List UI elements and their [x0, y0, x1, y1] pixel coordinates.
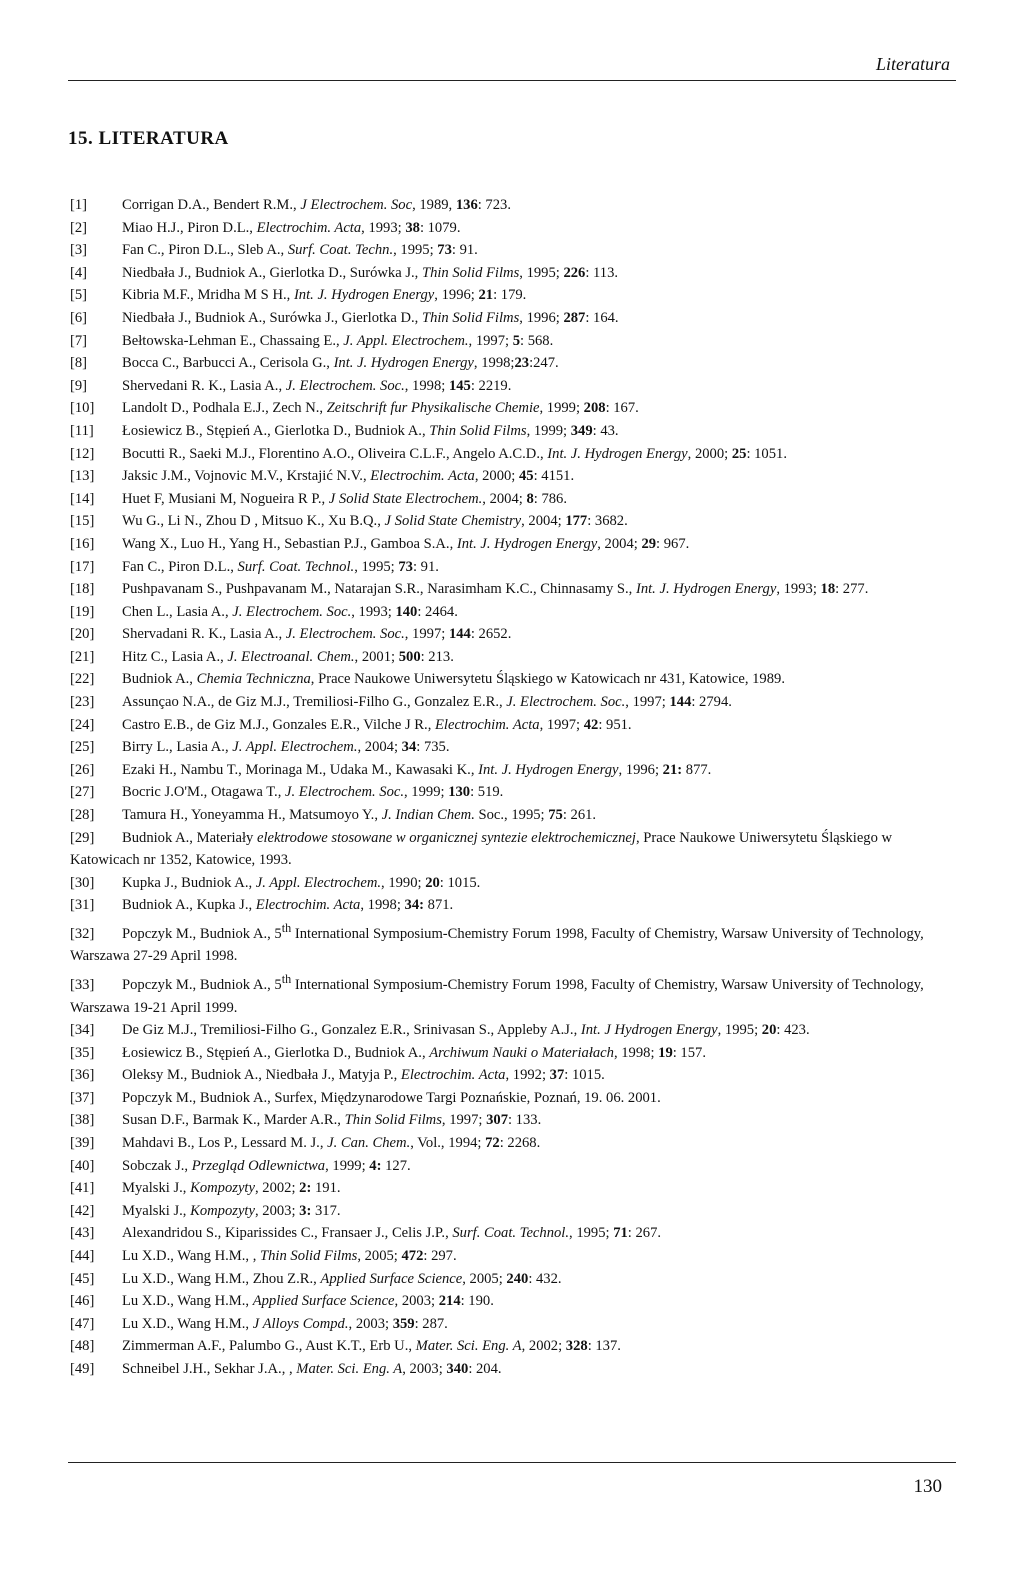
reference-number: [41]: [70, 1180, 95, 1197]
reference-number: [45]: [70, 1270, 95, 1287]
reference-text: Popczyk M., Budniok A., 5th International Symposium-Chemistry Forum 1998, Faculty of Chemistry, Warsaw University of Technology, Warszawa 27-29 April 1998.: [70, 921, 924, 965]
running-header: [68, 50, 956, 81]
reference-number: [43]: [70, 1225, 95, 1242]
reference-text: Popczyk M., Budniok A., Surfex, Międzynarodowe Targi Poznańskie, Poznań, 19. 06. 2001.: [122, 1089, 661, 1106]
reference-entry: [70, 262, 950, 285]
reference-number: [28]: [70, 807, 95, 824]
reference-number: [17]: [70, 558, 95, 575]
reference-entry: [70, 420, 950, 443]
reference-entry: [70, 1155, 950, 1178]
reference-text: Lu X.D., Wang H.M., J Alloys Compd., 2003; 359: 287.: [122, 1315, 448, 1332]
reference-entry: [70, 1290, 950, 1313]
reference-text: Mahdavi B., Los P., Lessard M. J., J. Can. Chem., Vol., 1994; 72: 2268.: [122, 1135, 541, 1152]
reference-number: [31]: [70, 897, 95, 914]
reference-text: Pushpavanam S., Pushpavanam M., Natarajan S.R., Narasimham K.C., Chinnasamy S., Int. J. Hydrogen Energy, 1993; 18: 277.: [122, 581, 869, 598]
reference-entry: [70, 646, 950, 669]
reference-number: [24]: [70, 716, 95, 733]
reference-entry: [70, 736, 950, 759]
reference-number: [13]: [70, 468, 95, 485]
reference-entry: [70, 578, 950, 601]
reference-number: [1]: [70, 197, 88, 213]
reference-number: [35]: [70, 1044, 95, 1061]
reference-entry: [70, 239, 950, 262]
reference-text: Wang X., Luo H., Yang H., Sebastian P.J., Gamboa S.A., Int. J. Hydrogen Energy, 2004; 29: 967.: [122, 535, 690, 552]
reference-text: Bocca C., Barbucci A., Cerisola G., Int. J. Hydrogen Energy, 1998;23:247.: [122, 355, 559, 372]
reference-number: [10]: [70, 400, 95, 417]
reference-text: Tamura H., Yoneyamma H., Matsumoyo Y., J. Indian Chem. Soc., 1995; 75: 261.: [122, 807, 597, 824]
header-title: Literatura: [875, 54, 950, 74]
reference-entry: [70, 1042, 950, 1065]
reference-text: Bocric J.O'M., Otagawa T., J. Electrochem. Soc., 1999; 130: 519.: [122, 784, 504, 801]
reference-number: [4]: [70, 264, 88, 281]
reference-number: [7]: [70, 332, 88, 349]
reference-number: [19]: [70, 603, 95, 620]
reference-text: Niedbała J., Budniok A., Gierlotka D., Surówka J., Thin Solid Films, 1995; 226: 113.: [122, 264, 619, 281]
reference-entry: [70, 510, 950, 533]
reference-number: [9]: [70, 377, 88, 394]
reference-number: [40]: [70, 1157, 95, 1174]
reference-number: [37]: [70, 1089, 95, 1106]
reference-number: [46]: [70, 1293, 95, 1310]
reference-number: [26]: [70, 761, 95, 778]
reference-text: Popczyk M., Budniok A., 5th International Symposium-Chemistry Forum 1998, Faculty of Chemistry, Warsaw University of Technology, Warszawa 19-21 April 1999.: [70, 972, 924, 1016]
reference-text: Bełtowska-Lehman E., Chassaing E., J. Appl. Electrochem., 1997; 5: 568.: [122, 332, 554, 349]
reference-text: De Giz M.J., Tremiliosi-Filho G., Gonzalez E.R., Srinivasan S., Appleby A.J., Int. J Hydrogen Energy, 1995; 20: 423.: [122, 1022, 810, 1039]
reference-number: [11]: [70, 422, 94, 439]
reference-number: [22]: [70, 671, 95, 688]
reference-entry: [70, 465, 950, 488]
reference-number: [30]: [70, 874, 95, 891]
reference-text: Fan C., Piron D.L., Surf. Coat. Technol., 1995; 73: 91.: [122, 558, 439, 575]
reference-entry: [70, 691, 950, 714]
reference-number: [27]: [70, 784, 95, 801]
reference-entry: [70, 1313, 950, 1336]
reference-number: [48]: [70, 1338, 95, 1355]
reference-list: [70, 194, 950, 1381]
reference-text: Huet F, Musiani M, Nogueira R P., J Solid State Electrochem., 2004; 8: 786.: [122, 490, 567, 507]
footer-divider: [68, 1462, 956, 1463]
reference-entry: [70, 1109, 950, 1132]
reference-number: [47]: [70, 1315, 95, 1332]
reference-entry: [70, 1245, 950, 1268]
section-title: 15. LITERATURA: [68, 128, 229, 149]
reference-entry: [70, 714, 950, 737]
reference-number: [38]: [70, 1112, 95, 1129]
reference-text: Chen L., Lasia A., J. Electrochem. Soc., 1993; 140: 2464.: [122, 603, 458, 620]
reference-number: [6]: [70, 309, 88, 326]
reference-number: [14]: [70, 490, 95, 507]
reference-text: Budniok A., Kupka J., Electrochim. Acta, 1998; 34: 871.: [122, 897, 454, 914]
reference-entry: [70, 872, 950, 895]
reference-number: [25]: [70, 739, 95, 756]
reference-number: [16]: [70, 535, 95, 552]
reference-number: [42]: [70, 1202, 95, 1219]
reference-entry: [70, 330, 950, 353]
reference-entry: [70, 1019, 950, 1042]
reference-number: [8]: [70, 355, 88, 372]
reference-entry: [70, 894, 950, 917]
reference-text: Oleksy M., Budniok A., Niedbała J., Matyja P., Electrochim. Acta, 1992; 37: 1015.: [122, 1067, 605, 1084]
reference-number: [21]: [70, 648, 95, 665]
reference-text: Shervedani R. K., Lasia A., J. Electrochem. Soc., 1998; 145: 2219.: [122, 377, 512, 394]
reference-text: Castro E.B., de Giz M.J., Gonzales E.R., Vilche J R., Electrochim. Acta, 1997; 42: 951.: [122, 716, 632, 733]
reference-entry: [70, 623, 950, 646]
reference-number: [33]: [70, 976, 95, 993]
reference-text: Niedbała J., Budniok A., Surówka J., Gierlotka D., Thin Solid Films, 1996; 287: 164.: [122, 309, 619, 326]
reference-text: Zimmerman A.F., Palumbo G., Aust K.T., Erb U., Mater. Sci. Eng. A, 2002; 328: 137.: [122, 1338, 621, 1355]
reference-entry: [70, 668, 950, 691]
reference-text: Lu X.D., Wang H.M., Applied Surface Science, 2003; 214: 190.: [122, 1293, 494, 1310]
reference-entry: [70, 1335, 950, 1358]
reference-entry: [70, 375, 950, 398]
reference-number: [18]: [70, 581, 95, 598]
reference-text: Budniok A., Chemia Techniczna, Prace Naukowe Uniwersytetu Śląskiego w Katowicach nr 431, Katowice, 1989.: [122, 671, 785, 688]
reference-text: Shervadani R. K., Lasia A., J. Electrochem. Soc., 1997; 144: 2652.: [122, 626, 512, 643]
reference-text: Sobczak J., Przegląd Odlewnictwa, 1999; 4: 127.: [122, 1157, 411, 1174]
reference-entry: [70, 217, 950, 240]
reference-text: Fan C., Piron D.L., Sleb A., Surf. Coat. Techn., 1995; 73: 91.: [122, 242, 478, 259]
reference-number: [5]: [70, 287, 88, 304]
reference-entry: [70, 781, 950, 804]
reference-number: [3]: [70, 242, 88, 259]
reference-number: [23]: [70, 694, 95, 711]
reference-entry: [70, 352, 950, 375]
reference-text: Kibria M.F., Mridha M S H., Int. J. Hydrogen Energy, 1996; 21: 179.: [122, 287, 527, 304]
reference-text: Łosiewicz B., Stępień A., Gierlotka D., Budniok A., Archiwum Nauki o Materiałach, 1998; 19: 157.: [122, 1044, 706, 1061]
reference-text: Myalski J., Kompozyty, 2002; 2: 191.: [122, 1180, 341, 1197]
reference-entry: [70, 827, 950, 872]
reference-text: Jaksic J.M., Vojnovic M.V., Krstajić N.V., Electrochim. Acta, 2000; 45: 4151.: [122, 468, 575, 485]
reference-text: Susan D.F., Barmak K., Marder A.R., Thin Solid Films, 1997; 307: 133.: [122, 1112, 542, 1129]
reference-text: Miao H.J., Piron D.L., Electrochim. Acta, 1993; 38: 1079.: [122, 219, 461, 236]
reference-entry: [70, 804, 950, 827]
reference-text: Corrigan D.A., Bendert R.M., J Electrochem. Soc, 1989, 136: 723.: [122, 197, 511, 213]
reference-number: [15]: [70, 513, 95, 530]
reference-number: [12]: [70, 445, 95, 462]
reference-text: Budniok A., Materiały elektrodowe stosowane w organicznej syntezie elektrochemicznej, Prace Naukowe Uniwersytetu Śląskiego w Katowicach nr 1352, Katowice, 1993.: [70, 829, 893, 869]
reference-text: Landolt D., Podhala E.J., Zech N., Zeitschrift fur Physikalische Chemie, 1999; 208: 167.: [122, 400, 639, 417]
reference-entry: [70, 307, 950, 330]
reference-text: Hitz C., Lasia A., J. Electroanal. Chem., 2001; 500: 213.: [122, 648, 454, 665]
reference-entry: [70, 759, 950, 782]
reference-text: Schneibel J.H., Sekhar J.A., , Mater. Sci. Eng. A, 2003; 340: 204.: [122, 1361, 502, 1377]
reference-entry: [70, 1200, 950, 1223]
reference-text: Birry L., Lasia A., J. Appl. Electrochem., 2004; 34: 735.: [122, 739, 450, 756]
reference-text: Assunçao N.A., de Giz M.J., Tremiliosi-Filho G., Gonzalez E.R., J. Electrochem. Soc., 1997; 144: 2794.: [122, 694, 732, 711]
page-number: 130: [913, 1476, 942, 1497]
reference-entry: [70, 1222, 950, 1245]
reference-entry: [70, 488, 950, 511]
reference-number: [36]: [70, 1067, 95, 1084]
reference-text: Bocutti R., Saeki M.J., Florentino A.O., Oliveira C.L.F., Angelo A.C.D., Int. J. Hydrogen Energy, 2000; 25: 1051.: [122, 445, 787, 462]
reference-text: Ezaki H., Nambu T., Morinaga M., Udaka M., Kawasaki K., Int. J. Hydrogen Energy, 1996; 21: 877.: [122, 761, 712, 778]
reference-entry: [70, 194, 950, 217]
reference-entry: [70, 1132, 950, 1155]
reference-text: Łosiewicz B., Stępień A., Gierlotka D., Budniok A., Thin Solid Films, 1999; 349: 43.: [122, 422, 619, 439]
reference-entry: [70, 284, 950, 307]
reference-number: [29]: [70, 829, 95, 846]
reference-number: [34]: [70, 1022, 95, 1039]
reference-entry: [70, 917, 950, 968]
reference-number: [44]: [70, 1248, 95, 1265]
reference-entry: [70, 397, 950, 420]
reference-number: [32]: [70, 925, 95, 942]
reference-number: [39]: [70, 1135, 95, 1152]
reference-entry: [70, 533, 950, 556]
reference-text: Lu X.D., Wang H.M., , Thin Solid Films, 2005; 472: 297.: [122, 1248, 457, 1265]
reference-text: Kupka J., Budniok A., J. Appl. Electrochem., 1990; 20: 1015.: [122, 874, 481, 891]
reference-text: Myalski J., Kompozyty, 2003; 3: 317.: [122, 1202, 341, 1219]
reference-number: [49]: [70, 1361, 95, 1377]
reference-entry: [70, 1087, 950, 1110]
reference-text: Lu X.D., Wang H.M., Zhou Z.R., Applied Surface Science, 2005; 240: 432.: [122, 1270, 562, 1287]
reference-entry: [70, 1064, 950, 1087]
reference-entry: [70, 601, 950, 624]
reference-entry: [70, 1358, 950, 1381]
reference-entry: [70, 1268, 950, 1291]
reference-entry: [70, 556, 950, 579]
reference-text: Wu G., Li N., Zhou D , Mitsuo K., Xu B.Q., J Solid State Chemistry, 2004; 177: 3682.: [122, 513, 628, 530]
reference-number: [20]: [70, 626, 95, 643]
reference-entry: [70, 1177, 950, 1200]
reference-entry: [70, 968, 950, 1019]
reference-entry: [70, 443, 950, 466]
reference-number: [2]: [70, 219, 88, 236]
reference-text: Alexandridou S., Kiparissides C., Fransaer J., Celis J.P., Surf. Coat. Technol., 1995; 71: 267.: [122, 1225, 662, 1242]
